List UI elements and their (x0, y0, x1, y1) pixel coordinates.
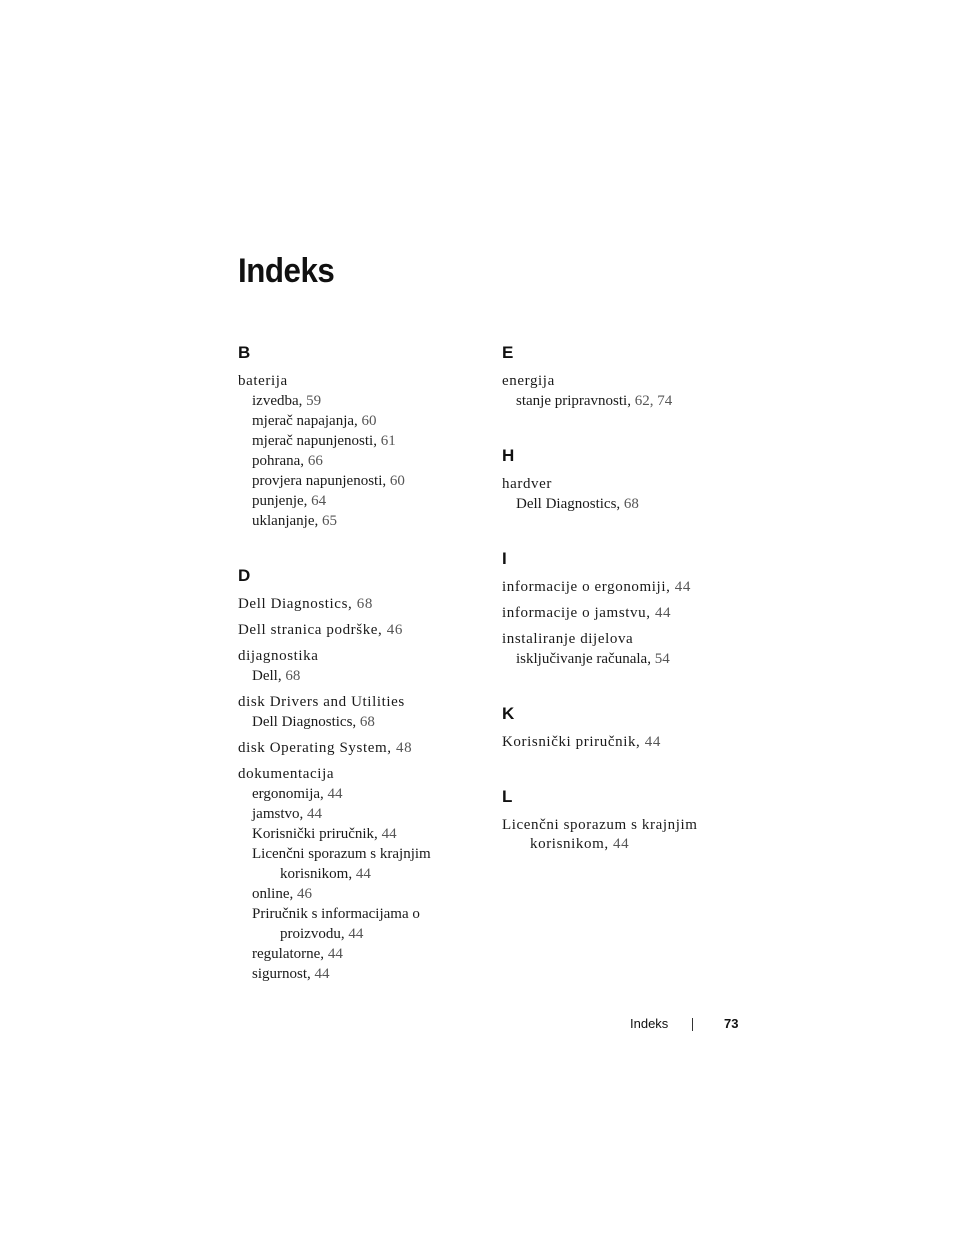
index-page-ref: 66 (307, 453, 323, 469)
index-term-text: Licenčni sporazum s krajnjim korisnikom, (502, 817, 698, 852)
index-subterm-text: pohrana, (252, 453, 305, 469)
index-subterm (238, 804, 478, 824)
index-subterm (238, 411, 478, 431)
index-column-left (238, 343, 478, 1019)
index-term-text: disk Operating System, (238, 740, 392, 756)
index-page-ref: 44 (314, 966, 330, 982)
index-entry (238, 621, 478, 640)
index-group-k (502, 704, 742, 752)
index-group-d (238, 566, 478, 984)
index-letter-heading: I (502, 549, 507, 568)
index-term-text: Korisnički priručnik, (502, 734, 641, 750)
index-subterm-text: Dell Diagnostics, (516, 496, 621, 512)
index-entry (502, 604, 742, 623)
index-page-ref: 68 (359, 714, 375, 730)
footer-section-label: Indeks (630, 1016, 669, 1031)
index-entry (502, 475, 742, 514)
index-term-text: instaliranje dijelova (502, 631, 634, 647)
index-page-ref: 60 (361, 413, 377, 429)
index-page-ref: 44 (674, 579, 691, 595)
index-subterm (238, 712, 478, 732)
index-subterm-text: Korisnički priručnik, (252, 826, 378, 842)
index-term-text: informacije o jamstvu, (502, 605, 651, 621)
index-subterm (502, 649, 742, 669)
index-subterm (238, 904, 478, 944)
index-subterm-text: regulatorne, (252, 946, 325, 962)
index-subterm (502, 494, 742, 514)
index-term (502, 733, 742, 752)
index-letter-heading: D (238, 566, 251, 585)
index-subterm-text: ergonomija, (252, 786, 324, 802)
index-letter-heading: H (502, 446, 515, 465)
index-page-ref: 44 (613, 836, 630, 852)
index-page-ref: 44 (355, 866, 371, 882)
index-term (238, 739, 478, 758)
index-subterm (238, 431, 478, 451)
index-entry (502, 733, 742, 752)
page-number: 73 (724, 1016, 739, 1031)
index-subterm (238, 666, 478, 686)
index-term-text: Dell stranica podrške, (238, 622, 383, 638)
index-letter-heading: E (502, 343, 514, 362)
index-page-ref: 62, 74 (634, 393, 673, 409)
index-entry (238, 647, 478, 686)
index-subterm-text: mjerač napajanja, (252, 413, 358, 429)
index-term (502, 816, 742, 854)
index-page-ref: 68 (623, 496, 639, 512)
index-subterm-text: Dell, (252, 668, 282, 684)
index-page-ref: 46 (386, 622, 403, 638)
index-subterm-text: jamstvo, (252, 806, 304, 822)
index-subterm (238, 944, 478, 964)
index-term-text: energija (502, 373, 555, 389)
index-subterm-text: online, (252, 886, 294, 902)
index-subterm-text: Priručnik s informacijama o proizvodu, (252, 906, 420, 942)
index-term-text: informacije o ergonomiji, (502, 579, 671, 595)
index-page-ref: 61 (380, 433, 396, 449)
footer-separator (692, 1018, 693, 1031)
index-entry (238, 693, 478, 732)
index-subterm (238, 511, 478, 531)
index-term-text: Dell Diagnostics, (238, 596, 353, 612)
index-subterm-text: Licenčni sporazum s krajnjim korisnikom, (252, 846, 431, 882)
index-page-ref: 54 (654, 651, 670, 667)
index-term (502, 578, 742, 597)
index-page-ref: 46 (297, 886, 312, 902)
index-group-i (502, 549, 742, 669)
index-group-l (502, 787, 742, 854)
index-subterm (238, 884, 478, 904)
index-subterm-text: stanje pripravnosti, (516, 393, 631, 409)
index-page-ref: 44 (644, 734, 661, 750)
index-page-ref: 44 (327, 786, 343, 802)
index-letter-heading: L (502, 787, 513, 806)
index-subterm-text: izvedba, (252, 393, 303, 409)
index-entry (238, 595, 478, 614)
index-term-text: dijagnostika (238, 648, 319, 664)
index-entry (502, 630, 742, 669)
index-group-h (502, 446, 742, 514)
index-term-text: baterija (238, 373, 288, 389)
index-term (502, 604, 742, 623)
index-term (238, 372, 478, 391)
index-subterm-text: isključivanje računala, (516, 651, 651, 667)
index-subterm-text: sigurnost, (252, 966, 311, 982)
index-page-ref: 44 (348, 926, 364, 942)
index-group-e (502, 343, 742, 411)
index-entry (238, 372, 478, 531)
index-column-right (502, 343, 742, 889)
index-subterm (238, 451, 478, 471)
index-entry (502, 372, 742, 411)
index-term (238, 595, 478, 614)
index-page-ref: 44 (327, 946, 343, 962)
index-page-ref: 59 (306, 393, 322, 409)
index-subterm (238, 784, 478, 804)
index-subterm-text: punjenje, (252, 493, 308, 509)
index-page-ref: 44 (381, 826, 397, 842)
index-page-ref: 48 (395, 740, 413, 756)
index-term (502, 372, 742, 391)
index-subterm (238, 824, 478, 844)
index-page-ref: 68 (285, 668, 301, 684)
index-entry (502, 816, 742, 854)
index-page-ref: 60 (389, 473, 405, 489)
index-term (238, 693, 478, 712)
index-term-text: hardver (502, 476, 553, 492)
index-page-ref: 68 (356, 596, 373, 612)
index-subterm (238, 491, 478, 511)
index-page-ref: 44 (307, 806, 322, 822)
index-entry (238, 765, 478, 984)
index-term-text: dokumentacija (238, 766, 335, 782)
index-subterm (238, 844, 478, 884)
page-title: Indeks (238, 252, 335, 290)
index-subterm-text: mjerač napunjenosti, (252, 433, 377, 449)
index-term (502, 630, 742, 649)
index-letter-heading: K (502, 704, 515, 723)
index-subterm (238, 471, 478, 491)
index-term (238, 621, 478, 640)
index-entry (502, 578, 742, 597)
index-subterm-text: uklanjanje, (252, 513, 319, 529)
index-letter-heading: B (238, 343, 251, 362)
index-subterm (502, 391, 742, 411)
index-page-ref: 65 (321, 513, 337, 529)
index-page-ref: 44 (654, 605, 672, 621)
index-entry (238, 739, 478, 758)
index-subterm (238, 391, 478, 411)
index-term (238, 765, 478, 784)
index-term (502, 475, 742, 494)
index-subterm-text: provjera napunjenosti, (252, 473, 387, 489)
index-subterm-text: Dell Diagnostics, (252, 714, 357, 730)
index-page-ref: 64 (311, 493, 327, 509)
index-subterm (238, 964, 478, 984)
index-term (238, 647, 478, 666)
index-term-text: disk Drivers and Utilities (238, 694, 405, 710)
index-group-b (238, 343, 478, 531)
